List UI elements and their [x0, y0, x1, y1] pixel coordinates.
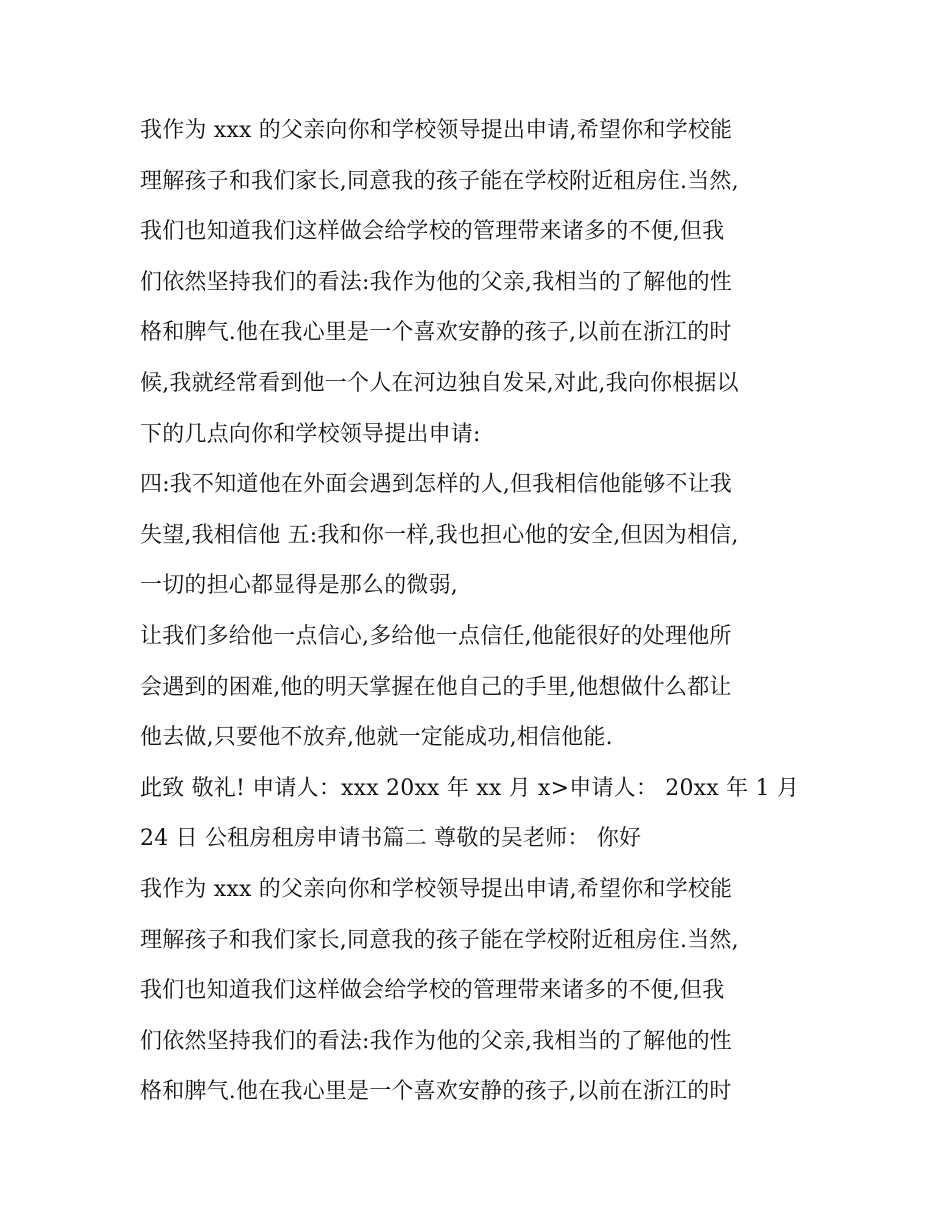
text-line-2: 理解孩子和我们家长,同意我的孩子能在学校附近租房住.当然,	[140, 168, 739, 194]
text-line-13: 他去做,只要他不放弃,他就一定能成功,相信他能.	[140, 725, 613, 751]
text-line-8: 四:我不知道他在外面会遇到怎样的人,但我相信他能够不让我	[140, 472, 733, 498]
body-text	[140, 106, 820, 1118]
text-line-1: 我作为 xxx 的父亲向你和学校领导提出申请,希望你和学校能	[140, 118, 733, 143]
text-line-9: 失望,我相信他 五:我和你一样,我也担心他的安全,但因为相信,	[140, 522, 739, 548]
text-line-16: 我作为 xxx 的父亲向你和学校领导提出申请,希望你和学校能	[140, 876, 733, 902]
text-line-14: 此致 敬礼! 申请人：xxx 20xx 年 xx 月 x>申请人： 20xx 年 1 月	[140, 775, 800, 801]
text-line-15: 24 日 公租房租房申请书篇二 尊敬的吴老师： 你好	[140, 826, 642, 852]
text-line-5: 格和脾气.他在我心里是一个喜欢安静的孩子,以前在浙江的时	[140, 320, 732, 346]
text-line-11: 让我们多给他一点信心,多给他一点信任,他能很好的处理他所	[140, 623, 732, 649]
text-line-4: 们依然坚持我们的看法:我作为他的父亲,我相当的了解他的性	[140, 269, 733, 295]
text-line-3: 我们也知道我们这样做会给学校的管理带来诸多的不便,但我	[140, 219, 725, 245]
text-line-17: 理解孩子和我们家长,同意我的孩子能在学校附近租房住.当然,	[140, 927, 739, 953]
text-line-19: 们依然坚持我们的看法:我作为他的父亲,我相当的了解他的性	[140, 1028, 733, 1054]
text-line-18: 我们也知道我们这样做会给学校的管理带来诸多的不便,但我	[140, 978, 725, 1004]
text-line-20: 格和脾气.他在我心里是一个喜欢安静的孩子,以前在浙江的时	[140, 1079, 732, 1105]
text-line-7: 下的几点向你和学校领导提出申请:	[140, 421, 481, 447]
text-line-12: 会遇到的困难,他的明天掌握在他自己的手里,他想做什么都让	[140, 674, 732, 700]
text-line-6: 候,我就经常看到他一个人在河边独自发呆,对此,我向你根据以	[140, 370, 739, 396]
text-line-10: 一切的担心都显得是那么的微弱,	[140, 573, 458, 599]
